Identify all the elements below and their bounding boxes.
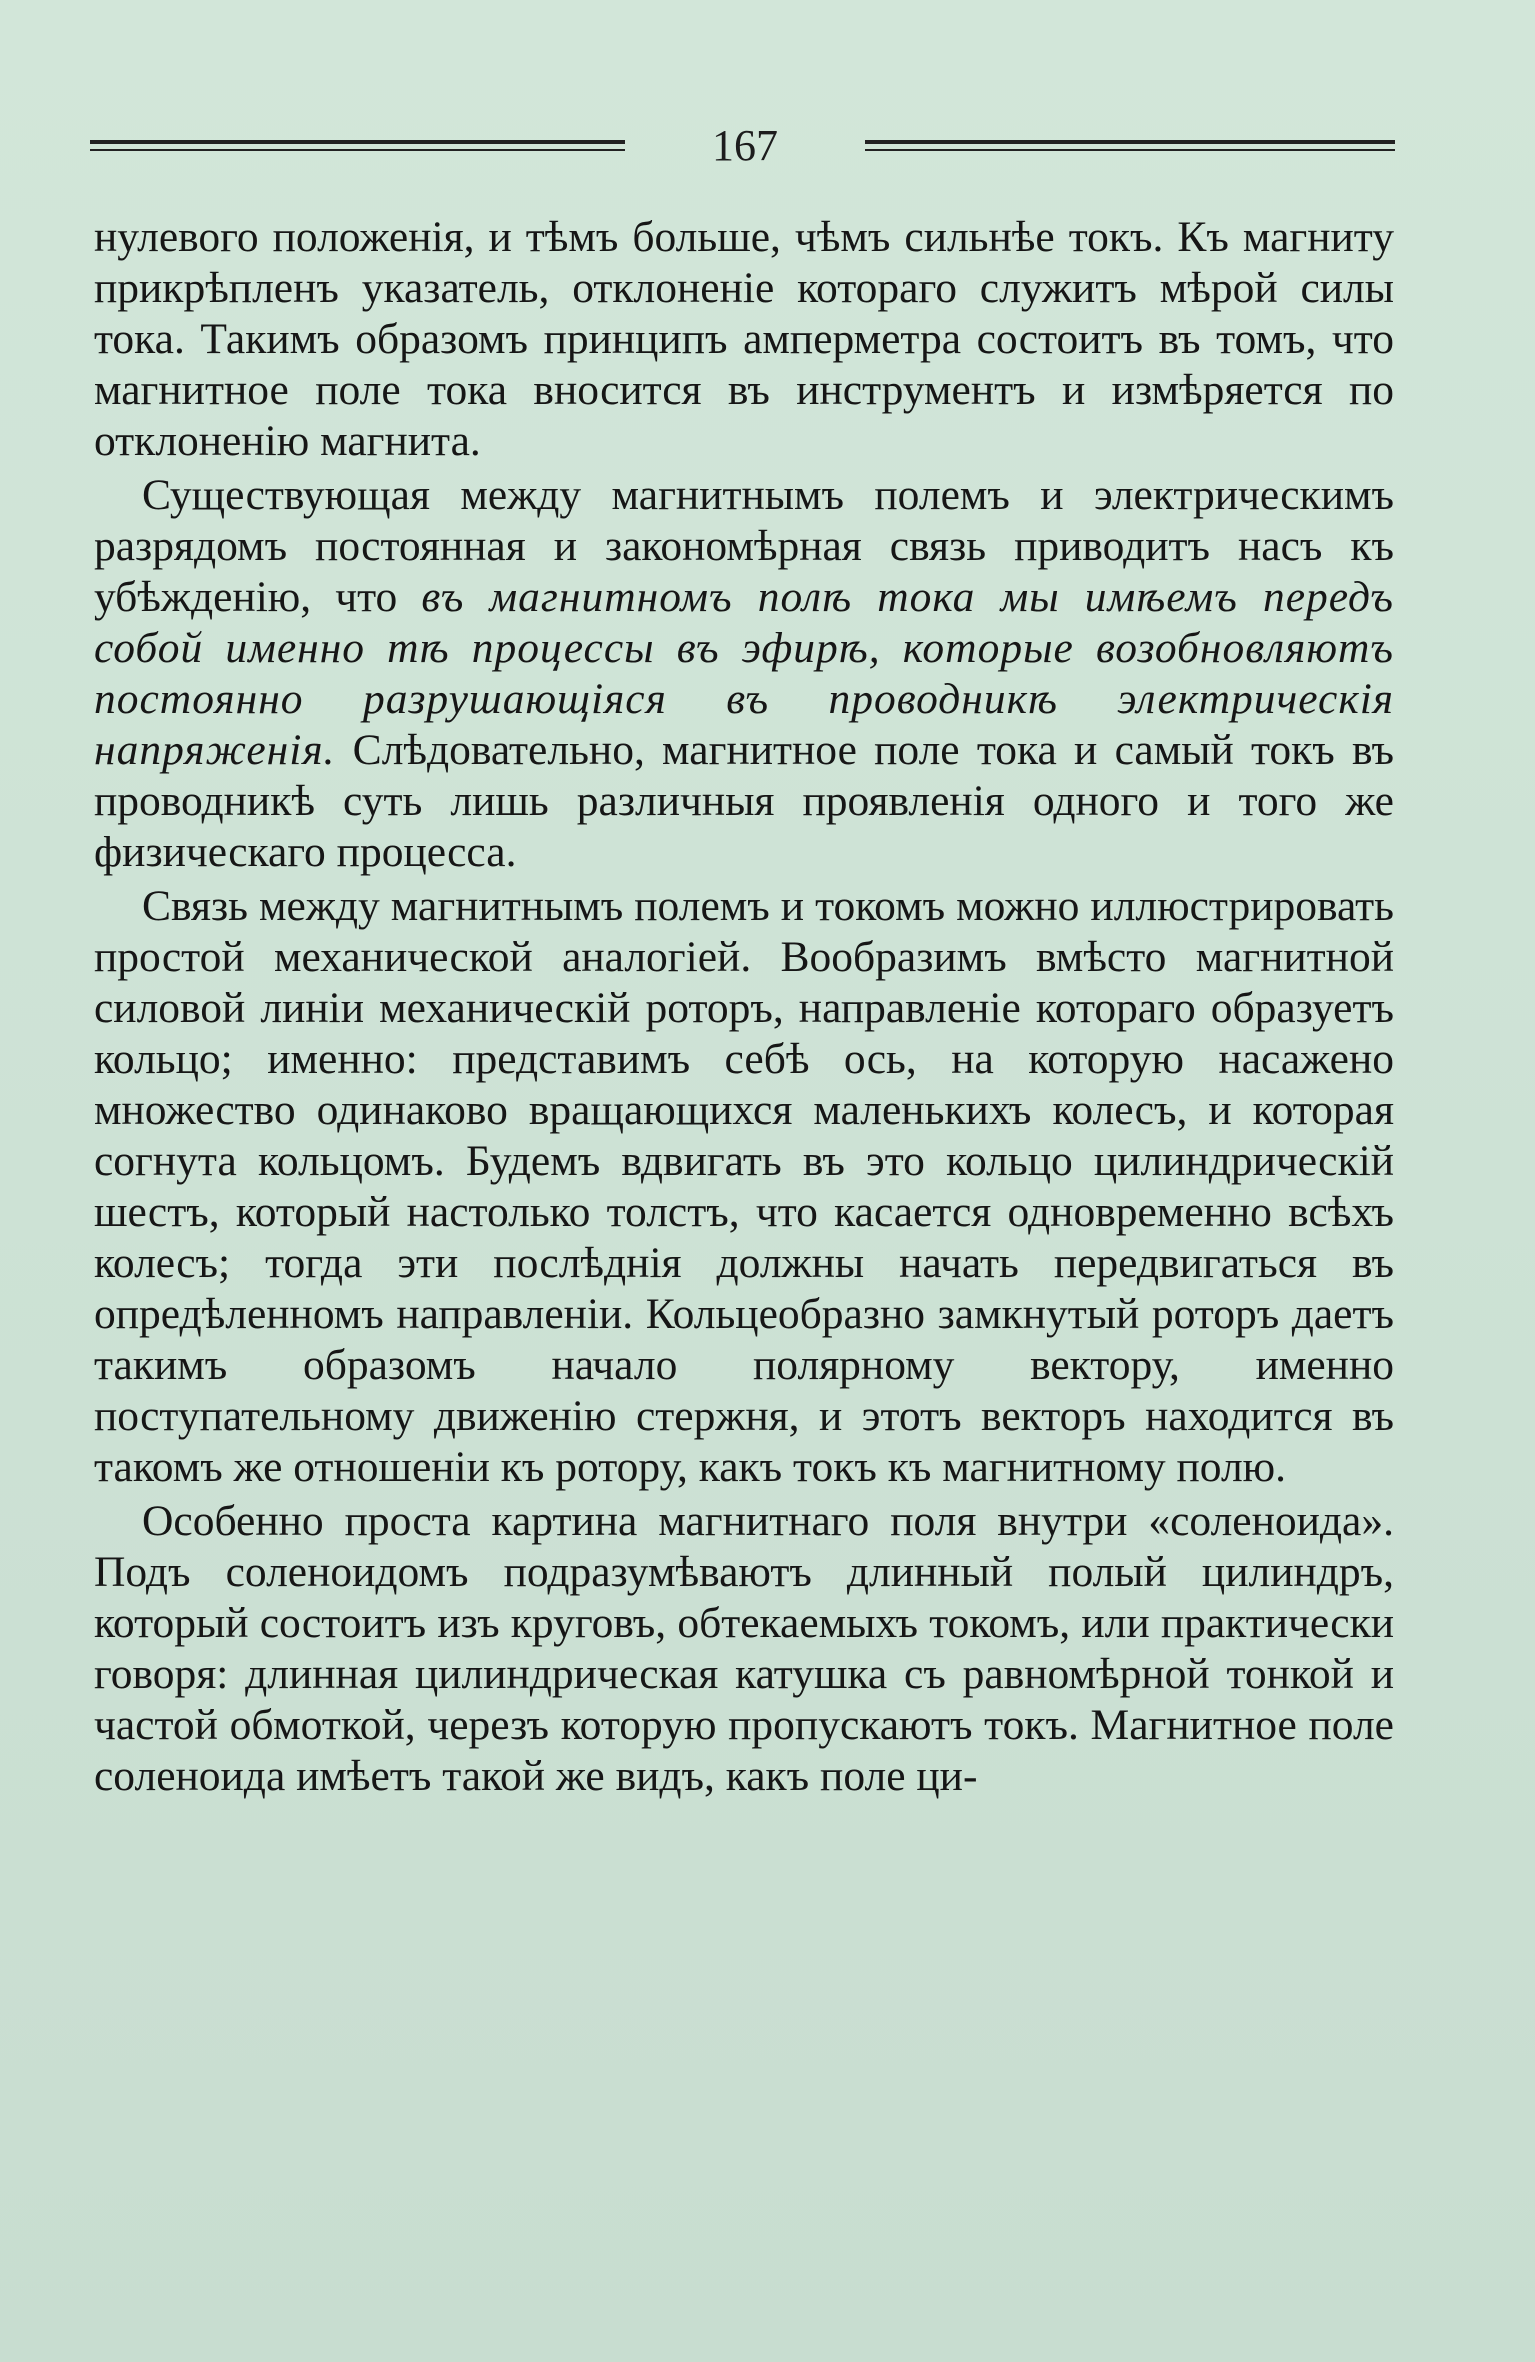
rule-thin-line <box>865 149 1395 151</box>
paragraph-2-after: Слѣдовательно, магнитное поле тока и самый токъ въ проводникѣ суть лишь различныя проявленія одного и того же физическаго процесса. <box>94 726 1394 876</box>
rule-thick-line <box>90 140 625 144</box>
paragraph-3: Связь между магнитнымъ полемъ и токомъ можно иллюстрировать простой механической аналогіей. Вообразимъ вмѣсто магнитной силовой линіи механическій роторъ, направленіе котораго образуетъ кольцо; именно: представимъ себѣ ось, на которую насажено множество одинаково вращающихся маленькихъ колесъ, и которая согнута кольцомъ. Будемъ вдвигать въ это кольцо цилиндрическій шестъ, который настолько толстъ, что касается одновременно всѣхъ колесъ; тогда эти послѣднія должны начать передвигаться въ опредѣленномъ направленіи. Кольцеобразно замкнутый роторъ даетъ такимъ образомъ начало полярному вектору, именно поступательному движенію стержня, и этотъ векторъ находится въ такомъ же отношеніи къ ротору, какъ токъ къ магнитному полю. <box>94 882 1394 1491</box>
paragraph-4: Особенно проста картина магнитнаго поля внутри «соленоида». Подъ соленоидомъ подразумѣваютъ длинный полый цилиндръ, который состоитъ изъ круговъ, обтекаемыхъ токомъ, или практически говоря: длинная цилиндрическая катушка съ равномѣрной тонкой и частой обмоткой, черезъ которую пропускаютъ токъ. Магнитное поле соленоида имѣетъ такой же видъ, какъ поле ци- <box>94 1497 1394 1800</box>
paragraph-2 <box>94 470 1394 878</box>
paragraph-2-before: Существующая между магнитнымъ полемъ и электрическимъ разрядомъ постоянная и закономѣрная связь приводитъ насъ къ убѣжденію, что <box>94 471 1394 621</box>
rule-thick-line <box>865 140 1395 144</box>
paragraph-2-italic: въ магнитномъ полѣ тока мы имѣемъ передъ собой именно тѣ процессы въ эфирѣ, которые возобновляютъ постоянно разрушающіяся въ проводникѣ электрическія напряженія. <box>94 573 1394 774</box>
header-rule-right <box>865 140 1395 154</box>
header-rule-left <box>90 140 625 154</box>
page-header <box>90 118 1395 178</box>
body-text <box>94 212 1394 1802</box>
page-number: 167 <box>712 121 778 170</box>
rule-thin-line <box>90 149 625 151</box>
paragraph-1: нулевого положенія, и тѣмъ больше, чѣмъ сильнѣе токъ. Къ магниту прикрѣпленъ указатель, отклоненіе котораго служитъ мѣрой силы тока. Такимъ образомъ принципъ амперметра состоитъ въ томъ, что магнитное поле тока вносится въ инструментъ и измѣряется по отклоненію магнита. <box>94 213 1394 465</box>
